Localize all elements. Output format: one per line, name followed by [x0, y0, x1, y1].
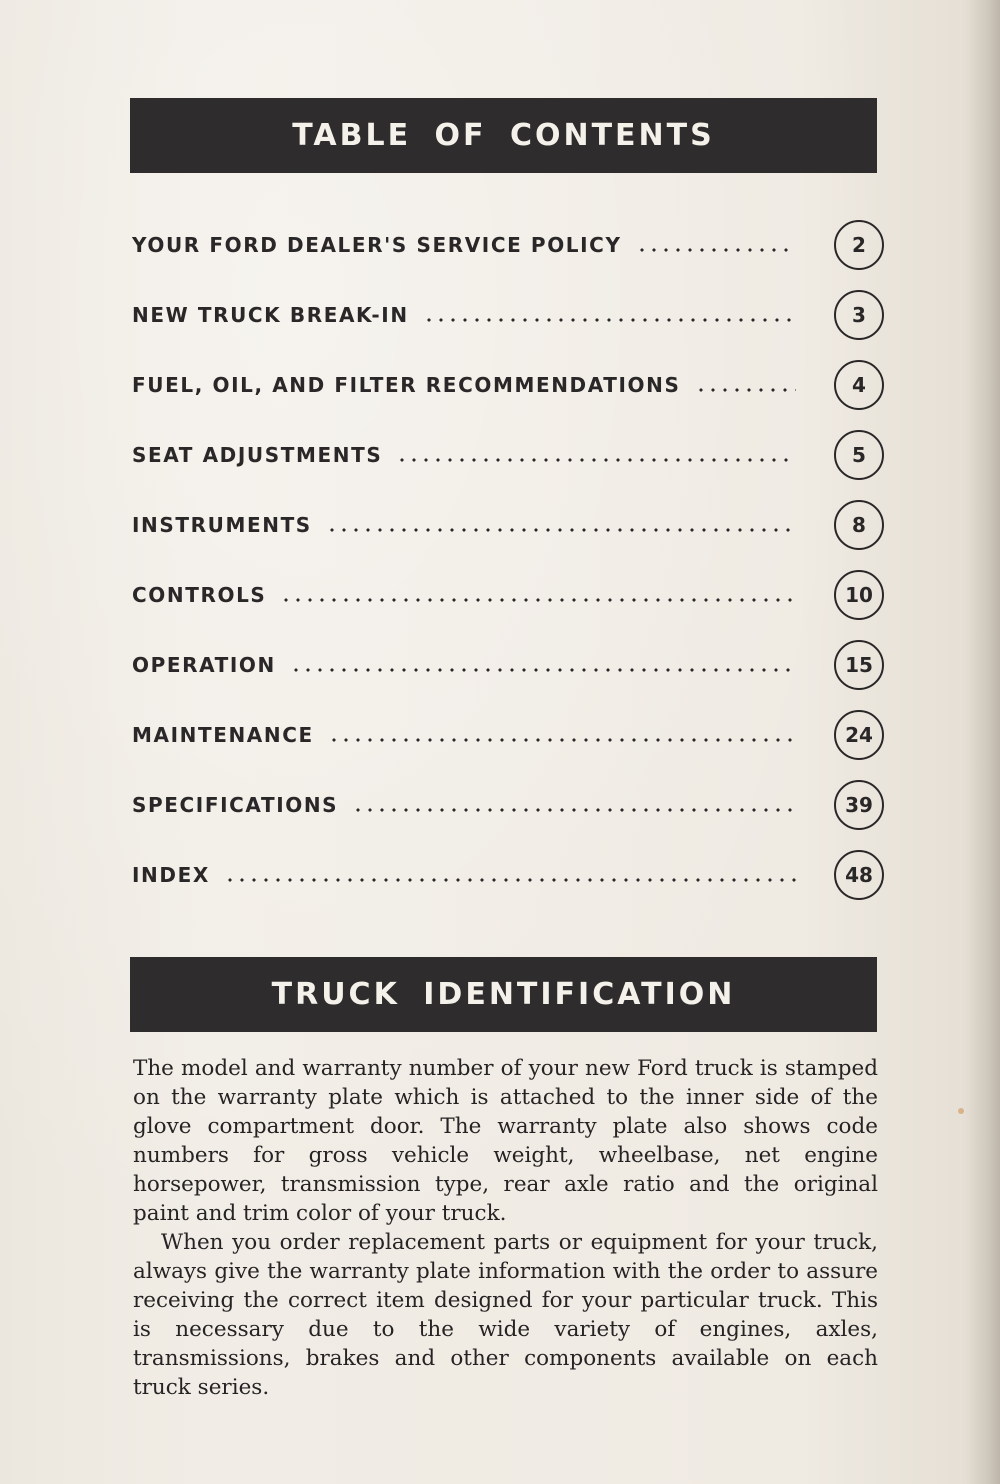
- toc-entry-specifications[interactable]: [132, 770, 884, 840]
- toc-entry-service-policy[interactable]: [132, 210, 884, 280]
- toc-entry-index[interactable]: [132, 840, 884, 910]
- toc-entry-label: OPERATION: [132, 653, 276, 677]
- toc-entry-controls[interactable]: [132, 560, 884, 630]
- toc-page-number: 24: [834, 710, 884, 760]
- toc-entry-label: YOUR FORD DEALER'S SERVICE POLICY: [132, 233, 622, 257]
- toc-entry-maintenance[interactable]: [132, 700, 884, 770]
- toc-heading: TABLE OF CONTENTS: [130, 98, 877, 173]
- page-edge-shadow: [966, 0, 1000, 1484]
- toc-leader-dots: [224, 878, 796, 882]
- toc-leader-dots: [636, 248, 796, 252]
- toc-leader-dots: [695, 388, 796, 392]
- toc-page-number: 39: [834, 780, 884, 830]
- toc-leader-dots: [423, 318, 796, 322]
- toc-page-number: 15: [834, 640, 884, 690]
- toc-page-number: 5: [834, 430, 884, 480]
- paragraph: When you order replacement parts or equipment for your truck, always give the warranty plate information with the order to assure receiving the correct item designed for your particular truck. This is necessary due to the wide variety of engines, axles, transmissions, brakes and other components available on each truck series.: [133, 1230, 878, 1400]
- toc-leader-dots: [352, 808, 796, 812]
- toc-page-number: 2: [834, 220, 884, 270]
- toc-entry-label: SEAT ADJUSTMENTS: [132, 443, 383, 467]
- toc-entry-label: SPECIFICATIONS: [132, 793, 339, 817]
- toc-page-number: 10: [834, 570, 884, 620]
- toc-entry-label: MAINTENANCE: [132, 723, 314, 747]
- toc-page-number: 8: [834, 500, 884, 550]
- toc-leader-dots: [290, 668, 796, 672]
- toc-entry-break-in[interactable]: [132, 280, 884, 350]
- toc-leader-dots: [280, 598, 796, 602]
- toc-page-number: 48: [834, 850, 884, 900]
- toc-entry-instruments[interactable]: [132, 490, 884, 560]
- toc-leader-dots: [396, 458, 796, 462]
- toc-leader-dots: [328, 738, 796, 742]
- toc-entry-fuel-oil-filter[interactable]: [132, 350, 884, 420]
- toc-entry-operation[interactable]: [132, 630, 884, 700]
- truck-identification-text: [133, 1054, 878, 1402]
- toc-entry-label: CONTROLS: [132, 583, 267, 607]
- toc-entry-label: INDEX: [132, 863, 210, 887]
- toc-page-number: 4: [834, 360, 884, 410]
- paragraph: The model and warranty number of your new Ford truck is stamped on the warranty plate which is attached to the inner side of the glove compartment door. The warranty plate also shows code numbers for gross vehicle weight, wheelbase, net engine horsepower, transmission type, rear axle ratio and the original paint and trim color of your truck.: [133, 1056, 878, 1226]
- toc-entry-label: FUEL, OIL, AND FILTER RECOMMENDATIONS: [132, 373, 681, 397]
- toc-entry-label: NEW TRUCK BREAK-IN: [132, 303, 409, 327]
- paper-speck: [958, 1108, 964, 1114]
- truck-identification-heading: TRUCK IDENTIFICATION: [130, 957, 877, 1032]
- toc-entry-label: INSTRUMENTS: [132, 513, 312, 537]
- toc-entry-seat-adjustments[interactable]: [132, 420, 884, 490]
- toc-leader-dots: [326, 528, 796, 532]
- toc-list: [132, 210, 884, 910]
- toc-page-number: 3: [834, 290, 884, 340]
